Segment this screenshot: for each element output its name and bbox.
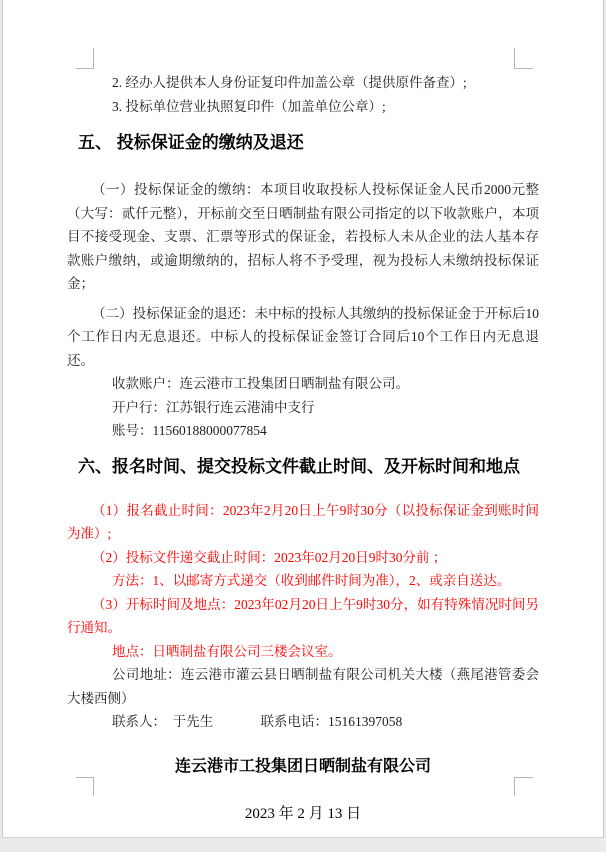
bank-branch-line: 开户行：江苏银行连云港浦中支行 [112, 399, 315, 415]
section6-heading: 六、报名时间、提交投标文件截止时间、及开标时间和地点 [78, 456, 520, 476]
section5-paragraph-deposit-refund: （二）投标保证金的退还：未中标的投标人其缴纳的投标保证金于开标后10个工作日内无息退还。中标人的投标保证金签订合同后10个工作日内无息退还。 [67, 305, 539, 368]
submission-method-line: 方法：1、以邮寄方式递交（收到邮件时间为准），2、或亲自送达。 [112, 573, 511, 588]
registration-deadline-line: （1）报名截止时间：2023年2月20日上午9时30分（以投标保证金到账时间为准）; [67, 502, 539, 541]
section5-paragraph-deposit-payment: （一）投标保证金的缴纳：本项目收取投标人投标保证金人民币2000元整（大写：贰仟元整），开标前交至日晒制盐有限公司指定的以下收款账户，本项目不接受现金、支票、汇票等形式的保证金，若投标人未从企业的法人基本存款账户缴纳，或逾期缴纳的，招标人将不予受理，视为投标人未缴纳投标保证金； [67, 182, 539, 291]
company-address-line: 公司地址：连云港市灌云县日晒制盐有限公司机关大楼（燕尾港管委会大楼西侧） [67, 667, 539, 706]
document-content [3, 0, 603, 825]
document-page [2, 0, 604, 838]
bid-opening-venue-line: 地点：日晒制盐有限公司三楼会议室。 [112, 643, 342, 659]
account-number-line: 账号：11560188000077854 [112, 423, 267, 438]
requirement-item-2: 2. 经办人提供本人身份证复印件加盖公章（提供原件备查）; [112, 75, 467, 90]
requirement-item-3: 3. 投标单位营业执照复印件（加盖单位公章）; [112, 98, 386, 114]
submission-deadline-line: （2）投标文件递交截止时间：2023年02月20日9时30分前 ； [92, 549, 447, 565]
signature-date: 2023 年 2 月 13 日 [244, 805, 362, 822]
receiving-account-line: 收款账户：连云港市工投集团日晒制盐有限公司。 [112, 376, 409, 391]
bid-opening-time-line: （3）开标时间及地点：2023年02月20日上午9时30分，如有特殊情况时间另行通知。 [67, 596, 539, 635]
signature-company-name: 连云港市工投集团日晒制盐有限公司 [174, 757, 431, 775]
contact-person-line: 联系人： 于先生 联系电话：15161397058 [112, 714, 403, 729]
section5-heading: 五、 投标保证金的缴纳及退还 [78, 133, 304, 152]
